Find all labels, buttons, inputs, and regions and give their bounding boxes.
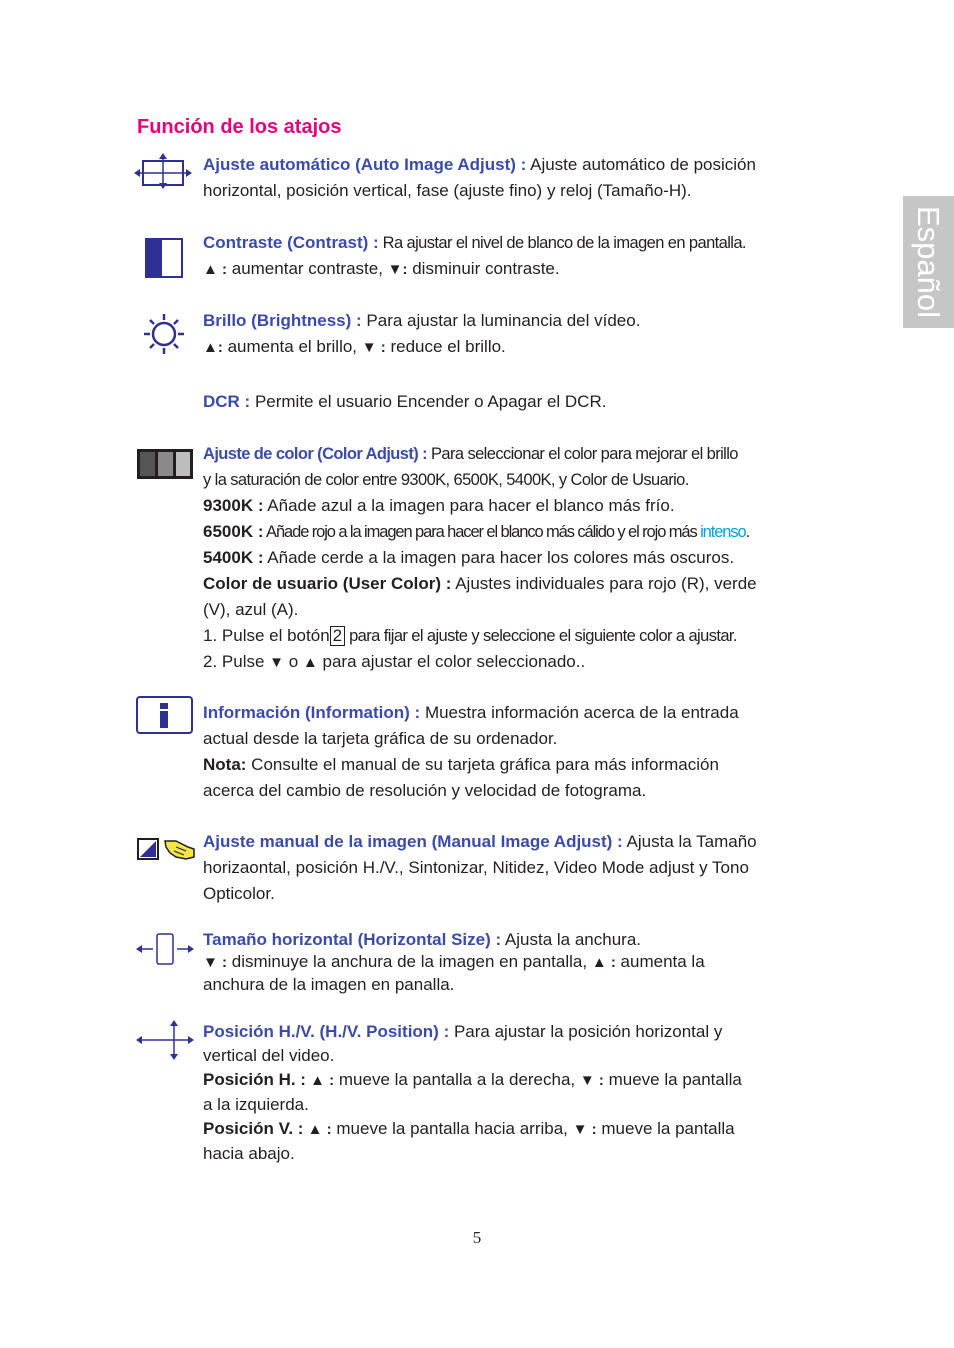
brightness-text: Para ajustar la luminancia del vídeo. — [361, 311, 641, 330]
language-tab — [903, 196, 954, 328]
up-arrow-icon: ▲ : — [203, 261, 228, 278]
step1-text-b: para fijar el ajuste y seleccione el siguiente color a ajustar. — [345, 627, 737, 645]
brightness-icon — [142, 313, 186, 355]
color-adjust-text: Para seleccionar el color para mejorar el brillo — [427, 445, 738, 463]
k6500-label: 6500K : — [203, 522, 264, 541]
k9300-text: Añade azul a la imagen para hacer el blanco más frío. — [263, 496, 675, 515]
down-arrow-icon: ▼ — [269, 654, 285, 671]
auto-adjust-label: Ajuste automático (Auto Image Adjust) : — [203, 155, 527, 174]
brightness-section — [203, 308, 828, 361]
step2-text-b: para ajustar el color seleccionado.. — [317, 652, 586, 671]
information-line2: actual desde la tarjeta gráfica de su ordenador. — [203, 729, 558, 748]
user-color-line2: (V), azul (A). — [203, 600, 299, 619]
v-up-text: mueve la pantalla hacia arriba, — [331, 1119, 573, 1138]
up-arrow-icon: ▲ : — [591, 954, 616, 971]
color-adjust-section — [203, 441, 828, 676]
v-down-text: mueve la pantalla — [596, 1119, 735, 1138]
down-arrow-icon: ▼ : — [579, 1072, 604, 1089]
brightness-up-text: aumenta el brillo, — [222, 337, 362, 356]
horizontal-size-icon — [136, 932, 194, 966]
color-adjust-line2: y la saturación de color entre 9300K, 6500K, 5400K, y Color de Usuario. — [203, 471, 689, 489]
k6500-highlight: intenso — [700, 523, 746, 541]
auto-adjust-text: Ajuste automático de posición — [526, 155, 756, 174]
k6500-text: Añade rojo a la imagen para hacer el blanco más cálido y el rojo más — [263, 523, 701, 541]
contrast-down-text: disminuir contraste. — [407, 259, 560, 278]
information-label: Información (Information) : — [203, 703, 421, 722]
manual-adjust-line2: horizaontal, posición H./V., Sintonizar, Nitidez, Video Mode adjust y Tono — [203, 858, 749, 877]
v-position-line2: hacia abajo. — [203, 1144, 295, 1163]
hsize-down-text: disminuye la anchura de la imagen en pantalla, — [227, 952, 592, 971]
up-arrow-icon: ▲ : — [303, 1121, 332, 1138]
down-arrow-icon: ▼ : — [203, 954, 228, 971]
up-arrow-icon: ▲: — [203, 339, 223, 356]
note-line2: acerca del cambio de resolución y velocidad de fotograma. — [203, 781, 647, 800]
position-section — [203, 1020, 828, 1166]
k5400-text: Añade cerde a la imagen para hacer los colores más oscuros. — [263, 548, 735, 567]
step2-text-a: 2. Pulse — [203, 652, 270, 671]
contrast-section — [203, 230, 828, 283]
down-arrow-icon: ▼: — [387, 261, 408, 278]
step1-text-a: 1. Pulse el botón — [203, 626, 330, 645]
horizontal-size-section — [203, 929, 828, 996]
user-color-text: Ajustes individuales para rojo (R), verde — [451, 574, 757, 593]
manual-adjust-text: Ajusta la Tamaño — [622, 832, 757, 851]
page-number: 5 — [472, 1228, 482, 1247]
h-up-text: mueve la pantalla a la derecha, — [334, 1070, 580, 1089]
user-color-label: Color de usuario (User Color) : — [203, 574, 452, 593]
manual-adjust-icon — [137, 838, 159, 860]
h-position-label: Posición H. : — [203, 1070, 306, 1089]
contrast-up-text: aumentar contraste, — [227, 259, 388, 278]
color-adjust-icon — [137, 449, 193, 479]
brightness-label: Brillo (Brightness) : — [203, 311, 362, 330]
position-line2: vertical del video. — [203, 1046, 335, 1065]
auto-adjust-icon — [134, 153, 192, 189]
information-section — [203, 700, 828, 804]
horizontal-size-line3: anchura de la imagen en panalla. — [203, 975, 455, 994]
position-icon — [136, 1020, 194, 1060]
language-tab-label: Español — [911, 205, 947, 319]
dcr-section — [203, 389, 828, 415]
hand-icon — [162, 835, 196, 863]
brightness-down-text: reduce el brillo. — [385, 337, 506, 356]
auto-adjust-section — [203, 152, 828, 204]
horizontal-size-label: Tamaño horizontal (Horizontal Size) : — [203, 930, 502, 949]
down-arrow-icon: ▼ : — [572, 1121, 597, 1138]
up-arrow-icon: ▲ — [302, 654, 318, 671]
contrast-text: Ra ajustar el nivel de blanco de la imagen en pantalla. — [378, 234, 746, 252]
info-icon — [136, 696, 193, 734]
manual-adjust-section — [203, 829, 828, 907]
position-text: Para ajustar la posición horizontal y — [449, 1022, 723, 1041]
k6500-end: . — [745, 523, 750, 541]
information-text: Muestra información acerca de la entrada — [420, 703, 739, 722]
manual-adjust-line3: Opticolor. — [203, 884, 275, 903]
button-2-icon: 2 — [330, 626, 345, 646]
hsize-up-text: aumenta la — [615, 952, 705, 971]
contrast-icon — [145, 238, 183, 278]
dcr-label: DCR : — [203, 392, 251, 411]
contrast-label: Contraste (Contrast) : — [203, 233, 379, 252]
v-position-label: Posición V. : — [203, 1119, 304, 1138]
h-down-text: mueve la pantalla — [603, 1070, 742, 1089]
h-position-line2: a la izquierda. — [203, 1095, 309, 1114]
down-arrow-icon: ▼ : — [361, 339, 386, 356]
k5400-label: 5400K : — [203, 548, 264, 567]
horizontal-size-text: Ajusta la anchura. — [501, 930, 642, 949]
color-adjust-label: Ajuste de color (Color Adjust) : — [203, 445, 428, 463]
auto-adjust-line2: horizontal, posición vertical, fase (ajuste fino) y reloj (Tamaño-H). — [203, 181, 692, 200]
manual-adjust-label: Ajuste manual de la imagen (Manual Image Adjust) : — [203, 832, 623, 851]
note-label: Nota: — [203, 755, 247, 774]
up-arrow-icon: ▲ : — [305, 1072, 335, 1089]
step2-text-mid: o — [284, 652, 303, 671]
dcr-text: Permite el usuario Encender o Apagar el DCR. — [250, 392, 607, 411]
note-text: Consulte el manual de su tarjeta gráfica para más información — [246, 755, 719, 774]
section-title: Función de los atajos — [137, 116, 342, 138]
k9300-label: 9300K : — [203, 496, 264, 515]
position-label: Posición H./V. (H./V. Position) : — [203, 1022, 450, 1041]
